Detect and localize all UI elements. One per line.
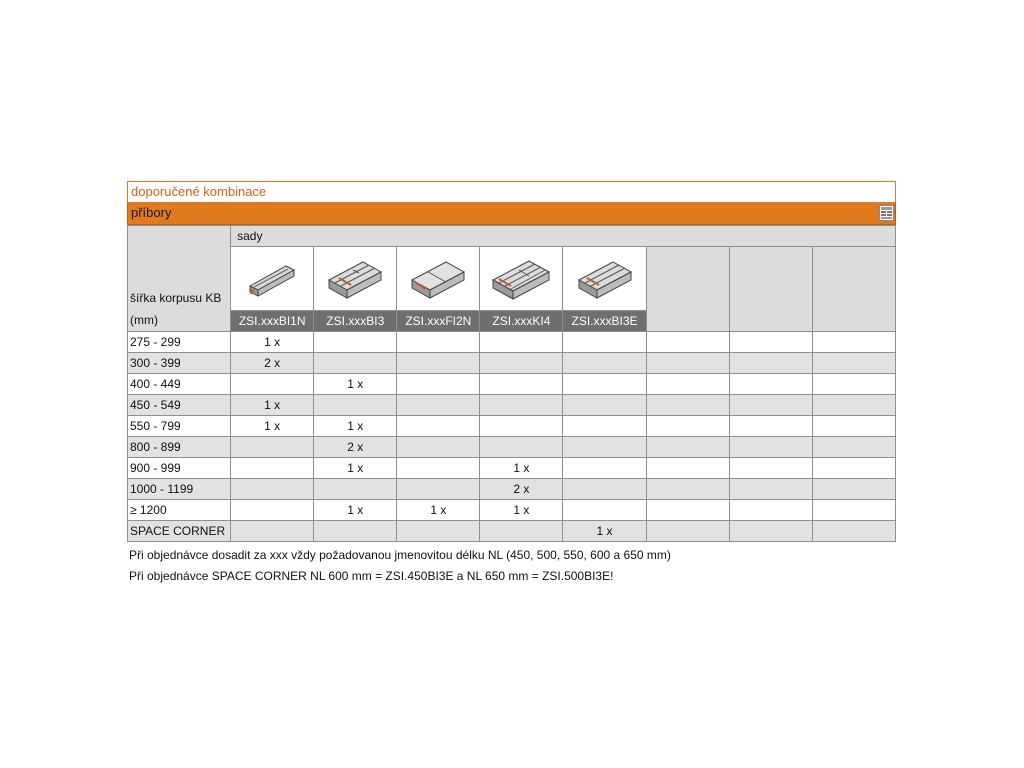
table-cell: 1 x (480, 500, 563, 521)
product-image-cell (480, 247, 563, 311)
table-cell (563, 416, 646, 437)
table-cell: 1 x (231, 416, 314, 437)
table-cell (314, 479, 397, 500)
table-cell (480, 353, 563, 374)
product-code: ZSI.xxxBI3 (314, 311, 397, 332)
product-image-cell (563, 247, 646, 311)
table-row (128, 521, 896, 542)
table-row (128, 500, 896, 521)
table-cell: 2 x (480, 479, 563, 500)
table-cell (646, 395, 729, 416)
table-cell: 1 x (563, 521, 646, 542)
table-row (128, 353, 896, 374)
product-code: ZSI.xxxBI1N (231, 311, 314, 332)
table-cell (563, 500, 646, 521)
row-label: ≥ 1200 (128, 500, 231, 521)
table-cell (563, 374, 646, 395)
table-row (128, 332, 896, 353)
combinations-sheet (127, 181, 896, 587)
group-header: sady (231, 226, 896, 247)
row-header-line2: (mm) (130, 313, 158, 327)
table-row (128, 374, 896, 395)
table-cell (563, 395, 646, 416)
three-compartment-tray-icon (323, 256, 387, 304)
table-cell (397, 479, 480, 500)
table-cell (231, 458, 314, 479)
table-cell (812, 374, 895, 395)
table-cell (646, 437, 729, 458)
table-cell (646, 458, 729, 479)
table-cell (729, 395, 812, 416)
table-cell: 1 x (397, 500, 480, 521)
table-cell (563, 353, 646, 374)
table-cell (646, 374, 729, 395)
table-cell (729, 500, 812, 521)
table-cell (729, 353, 812, 374)
row-label: 450 - 549 (128, 395, 231, 416)
table-cell (480, 332, 563, 353)
table-cell (397, 521, 480, 542)
table-cell (729, 479, 812, 500)
row-header-cell (128, 226, 231, 332)
table-cell (231, 374, 314, 395)
table-cell (231, 437, 314, 458)
table-cell: 1 x (314, 458, 397, 479)
empty-header-cell (646, 247, 729, 332)
empty-header-cell (812, 247, 895, 332)
table-cell: 1 x (314, 374, 397, 395)
row-label: SPACE CORNER (128, 521, 231, 542)
table-cell (812, 437, 895, 458)
table-cell (480, 521, 563, 542)
row-label: 900 - 999 (128, 458, 231, 479)
table-cell (812, 521, 895, 542)
note-line: Při objednávce dosadit za xxx vždy požadovanou jmenovitou délku NL (450, 500, 550, 600 a 650 mm) (129, 548, 671, 562)
table-cell (480, 395, 563, 416)
row-label: 400 - 449 (128, 374, 231, 395)
table-cell (314, 353, 397, 374)
table-cell (729, 332, 812, 353)
table-cell (563, 437, 646, 458)
single-compartment-tray-icon (242, 258, 302, 302)
row-label: 800 - 899 (128, 437, 231, 458)
table-cell (812, 416, 895, 437)
combinations-table (127, 225, 896, 542)
table-row (128, 437, 896, 458)
table-cell (480, 437, 563, 458)
product-code: ZSI.xxxKI4 (480, 311, 563, 332)
table-cell (646, 353, 729, 374)
table-cell (812, 458, 895, 479)
table-cell: 1 x (231, 395, 314, 416)
table-cell (646, 479, 729, 500)
sheet-title: doporučené kombinace (127, 181, 896, 203)
table-view-icon[interactable] (879, 205, 894, 221)
table-cell (729, 521, 812, 542)
row-label: 300 - 399 (128, 353, 231, 374)
table-cell (729, 416, 812, 437)
category-label: příbory (131, 205, 172, 220)
table-cell (231, 521, 314, 542)
table-cell (729, 437, 812, 458)
table-cell (314, 332, 397, 353)
table-cell (231, 500, 314, 521)
table-cell (231, 479, 314, 500)
table-cell (314, 395, 397, 416)
table-cell: 2 x (231, 353, 314, 374)
table-cell (729, 374, 812, 395)
table-cell (646, 332, 729, 353)
product-code: ZSI.xxxFI2N (397, 311, 480, 332)
table-cell (812, 395, 895, 416)
table-cell (646, 416, 729, 437)
table-cell (563, 458, 646, 479)
empty-header-cell (729, 247, 812, 332)
row-label: 1000 - 1199 (128, 479, 231, 500)
product-code: ZSI.xxxBI3E (563, 311, 646, 332)
table-cell (397, 437, 480, 458)
table-cell (646, 500, 729, 521)
notes (127, 545, 896, 587)
table-cell (397, 416, 480, 437)
table-cell (397, 395, 480, 416)
corner-tray-icon (573, 256, 637, 304)
row-label: 275 - 299 (128, 332, 231, 353)
table-cell: 1 x (231, 332, 314, 353)
table-cell: 1 x (314, 500, 397, 521)
table-cell (812, 479, 895, 500)
table-cell (397, 458, 480, 479)
table-row (128, 479, 896, 500)
table-cell (397, 353, 480, 374)
two-compartment-tray-icon (406, 256, 470, 304)
table-cell (812, 332, 895, 353)
table-cell (397, 332, 480, 353)
table-cell (812, 500, 895, 521)
table-cell (812, 353, 895, 374)
product-image-cell (314, 247, 397, 311)
table-cell (729, 458, 812, 479)
table-row (128, 416, 896, 437)
table-row (128, 395, 896, 416)
table-cell (563, 332, 646, 353)
table-cell: 2 x (314, 437, 397, 458)
table-cell: 1 x (314, 416, 397, 437)
row-label: 550 - 799 (128, 416, 231, 437)
table-cell (563, 479, 646, 500)
table-cell (480, 374, 563, 395)
table-cell (397, 374, 480, 395)
table-cell (480, 416, 563, 437)
table-cell (314, 521, 397, 542)
table-cell: 1 x (480, 458, 563, 479)
product-image-cell (397, 247, 480, 311)
product-image-cell (231, 247, 314, 311)
row-header-line1: šířka korpusu KB (130, 291, 222, 305)
table-cell (646, 521, 729, 542)
note-line: Při objednávce SPACE CORNER NL 600 mm = ZSI.450BI3E a NL 650 mm = ZSI.500BI3E! (129, 569, 614, 583)
four-compartment-tray-icon (489, 256, 553, 304)
table-row (128, 458, 896, 479)
category-bar (127, 203, 896, 225)
